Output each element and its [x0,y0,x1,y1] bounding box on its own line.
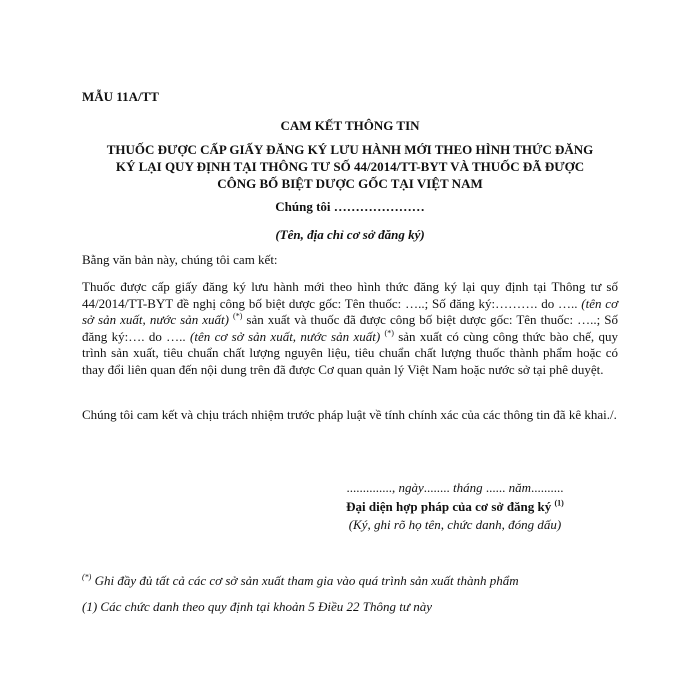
document-heading: CAM KẾT THÔNG TIN [280,118,420,133]
footnote-marker-1: (*) [233,311,243,321]
footnote-1-marker: (*) [82,572,92,582]
date-dots-year: .......... [531,480,564,495]
signature-note: (Ký, ghi rõ họ tên, chức danh, đóng dấu) [348,517,562,532]
signature-title-marker: (1) [554,498,564,508]
date-dots-place: .............., [346,480,396,495]
date-year-label: năm [508,480,532,495]
footnote-1-text: Ghi đầy đủ tất cả các cơ sở sản xuất tham gia vào quá trình sản xuất thành phẩm [94,573,519,588]
footnote-marker-2: (*) [384,328,394,338]
entity-note: (Tên, địa chỉ cơ sở đăng ký) [275,227,425,242]
we-label: Chúng tôi [275,199,331,214]
date-dots-day: ........ [423,480,450,495]
signature-title-text: Đại diện hợp pháp của cơ sở đăng ký [346,499,552,514]
manufacturer-note-1: (tên cơ sở sản xuất, nước sản xuất) [82,295,619,327]
we-dots: ………………… [333,199,425,214]
commitment-paragraph: Chúng tôi cam kết và chịu trách nhiệm trước pháp luật về tính chính xác của các thông tin đã kê khai./. [82,407,617,422]
date-dots-month: ...... [485,480,506,495]
date-day-label: ngày [398,480,424,495]
main-paragraph [82,279,618,378]
subtitle-line: CÔNG BỐ BIỆT DƯỢC GỐC TẠI VIỆT NAM [217,176,483,191]
date-month-label: tháng [453,480,483,495]
manufacturer-note-2: (tên cơ sở sản xuất, nước sản xuất) [190,328,381,344]
form-code: MẪU 11A/TT [82,89,159,104]
subtitle-line: THUỐC ĐƯỢC CẤP GIẤY ĐĂNG KÝ LƯU HÀNH MỚI THEO HÌNH THỨC ĐĂNG [106,142,594,157]
footnote-2: (1) Các chức danh theo quy định tại khoản 5 Điều 22 Thông tư này [82,599,432,614]
main-text-1: Thuốc được cấp giấy đăng ký lưu hành mới theo hình thức đăng ký lại quy định tại Thông tư số 44/2014/TT-BYT đề nghị công bố biệt dược gốc: Tên thuốc: …..; Số đăng ký:………. do ….. [82,279,618,311]
signature-date-line [330,480,580,496]
footnote-1 [82,573,618,589]
we-line [82,199,618,215]
signature-title [330,499,580,515]
subtitle-line: KÝ LẠI QUY ĐỊNH TẠI THÔNG TƯ SỐ 44/2014/TT-BYT VÀ THUỐC ĐÃ ĐƯỢC [115,159,585,174]
main-text-2: sản xuất và thuốc đã được công bố biệt dược gốc: Tên thuốc: …..; Số đăng ký:…. do ….. [82,312,618,344]
intro-paragraph: Bằng văn bản này, chúng tôi cam kết: [82,252,278,267]
document-subtitle [82,141,618,192]
main-text-3: sản xuất có cùng công thức bào chế, quy trình sản xuất, tiêu chuẩn chất lượng nguyên liệu, tiêu chuẩn chất lượng thuốc thành phẩm hoặc có thay đổi liên quan đến nội dung trên đã được Cơ quan quản lý Việt Nam hoặc nước sở tại phê duyệt. [82,328,619,377]
